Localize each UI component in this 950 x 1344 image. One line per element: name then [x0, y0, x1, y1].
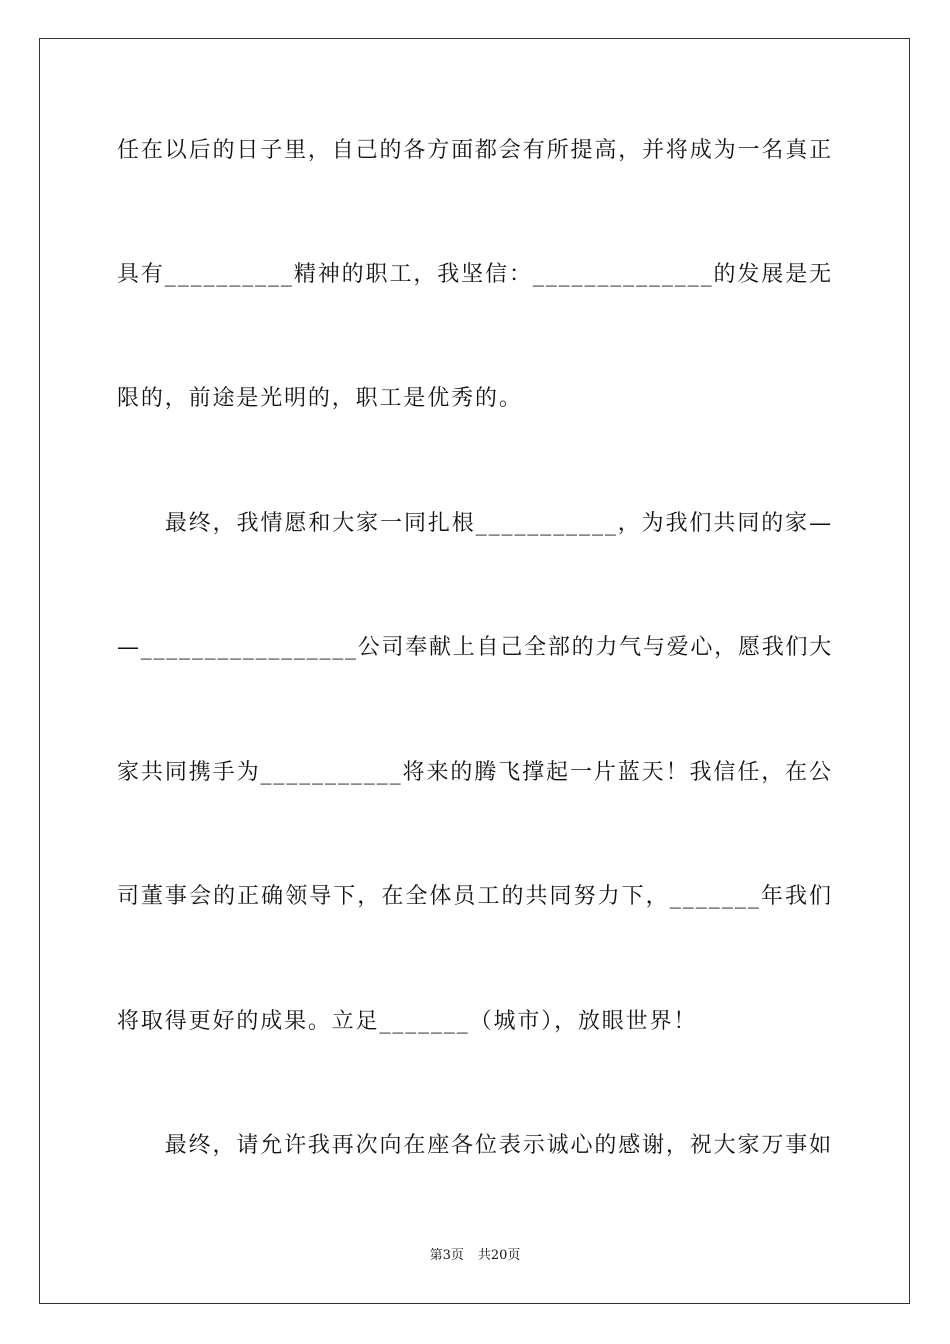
text-line-5: —_________________公司奉献上自己全部的力气与爱心，愿我们大 [117, 635, 834, 660]
page-total: 共20页 [477, 1248, 521, 1263]
page-border [39, 38, 910, 1304]
text-line-9: 最终，请允许我再次向在座各位表示诚心的感谢，祝大家万事如 [117, 1133, 834, 1158]
text-line-4: 最终，我情愿和大家一同扎根___________，为我们共同的家— [117, 511, 834, 536]
text-line-2: 具有__________精神的职工，我坚信：______________的发展是无 [117, 262, 834, 287]
text-line-8: 将取得更好的成果。立足_______（城市），放眼世界！ [117, 1009, 698, 1034]
text-line-7: 司董事会的正确领导下，在全体员工的共同努力下，_______年我们 [117, 884, 834, 909]
page-number: 第3页 [429, 1248, 464, 1263]
text-line-1: 任在以后的日子里，自己的各方面都会有所提高，并将成为一名真正 [117, 138, 834, 163]
page-footer [0, 1248, 950, 1264]
text-line-3: 限的，前途是光明的，职工是优秀的。 [117, 386, 523, 411]
text-line-6: 家共同携手为___________将来的腾飞撑起一片蓝天！我信任，在公 [117, 760, 834, 785]
